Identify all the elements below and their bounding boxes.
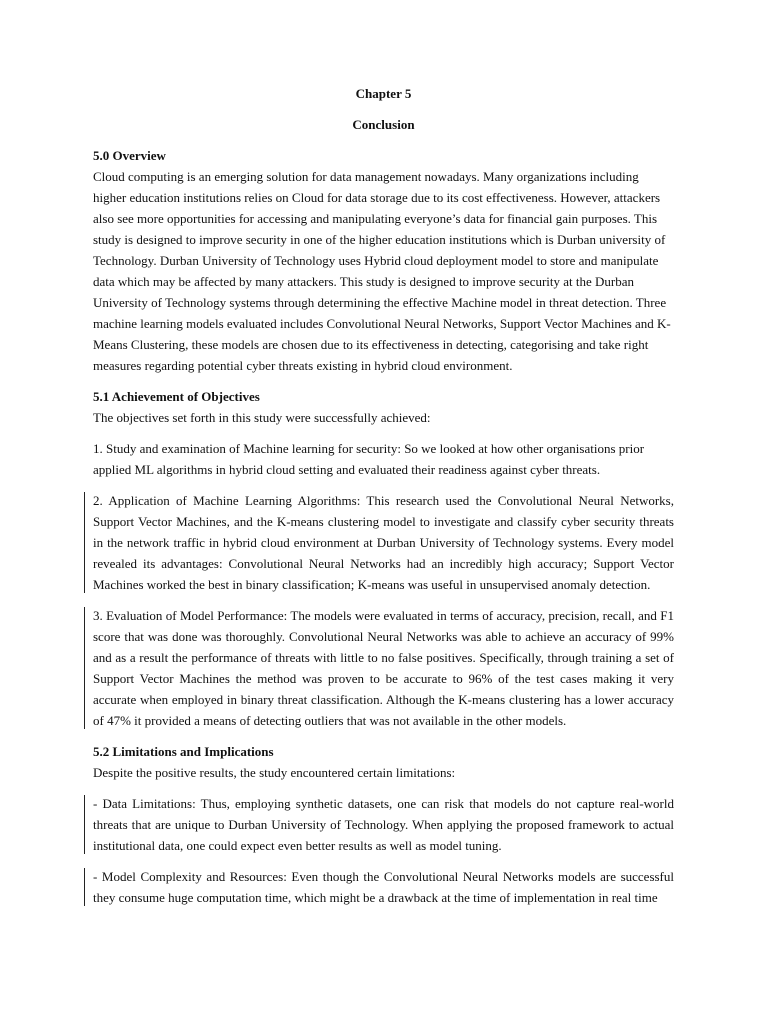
limitation-item-2: - Model Complexity and Resources: Even though the Convolutional Neural Networks models are successful they consume huge computation time, which might be a drawback at the time of implementation in real time [93,866,674,908]
chapter-number: Chapter 5 [355,86,412,101]
objective-item-2: 2. Application of Machine Learning Algorithms: This research used the Convolutional Neural Networks, Support Vector Machines, and the K-means clustering model to investigate and classify cyber security threats in the network traffic in hybrid cloud environment at Durban University of Technology systems. Every model revealed its advantages: Convolutional Neural Networks had an incredibly high accuracy; Support Vector Machines worked the best in binary classification; K-means was useful in unsupervised anomaly detection. [93,490,674,595]
objective-item-3: 3. Evaluation of Model Performance: The models were evaluated in terms of accuracy, precision, recall, and F1 score that was done was thoroughly. Convolutional Neural Networks was able to achieve an accuracy of 99% and as a result the performance of threats with little to no false positives. Specifically, through training a set of Support Vector Machines the method was proven to be accurate to 96% of the test cases making it very accurate when employed in binary threat classification. Although the K-means clustering has a lower accuracy of 47% it provided a means of detecting outliers that was not available in the other models. [93,605,674,731]
objective-item-1: 1. Study and examination of Machine learning for security: So we looked at how other organisations prior applied ML algorithms in hybrid cloud setting and evaluated their readiness against cyber threats. [93,441,645,477]
chapter-title: Conclusion [352,117,415,132]
limitation-item-1: - Data Limitations: Thus, employing synthetic datasets, one can risk that models do not capture real-world threats that are unique to Durban University of Technology. When applying the proposed framework to actual institutional data, one could expect even better results as well as model tuning. [93,793,674,856]
objectives-intro: The objectives set forth in this study were successfully achieved: [93,410,431,425]
section-heading-limitations: 5.2 Limitations and Implications [93,744,274,759]
overview-paragraph: Cloud computing is an emerging solution for data management nowadays. Many organizations including higher education institutions relies on Cloud for data storage due to its cost effectiveness. However, attackers also see more opportunities for accessing and manipulating everyone’s data for financial gain purposes. This study is designed to improve security in one of the higher education institutions which is Durban university of Technology. Durban University of Technology uses Hybrid cloud deployment model to store and manipulate data which may be affected by many attackers. This study is designed to improve security at the Durban University of Technology systems through determining the effective Machine model in threat detection. Three machine learning models evaluated includes Convolutional Neural Networks, Support Vector Machines and K-Means Clustering, these models are chosen due to its effectiveness in detecting, categorising and take right measures regarding potential cyber threats existing in hybrid cloud environment. [93,169,671,373]
page-content [93,84,674,908]
section-heading-objectives: 5.1 Achievement of Objectives [93,389,260,404]
limitations-intro: Despite the positive results, the study encountered certain limitations: [93,765,456,780]
section-heading-overview: 5.0 Overview [93,148,166,163]
